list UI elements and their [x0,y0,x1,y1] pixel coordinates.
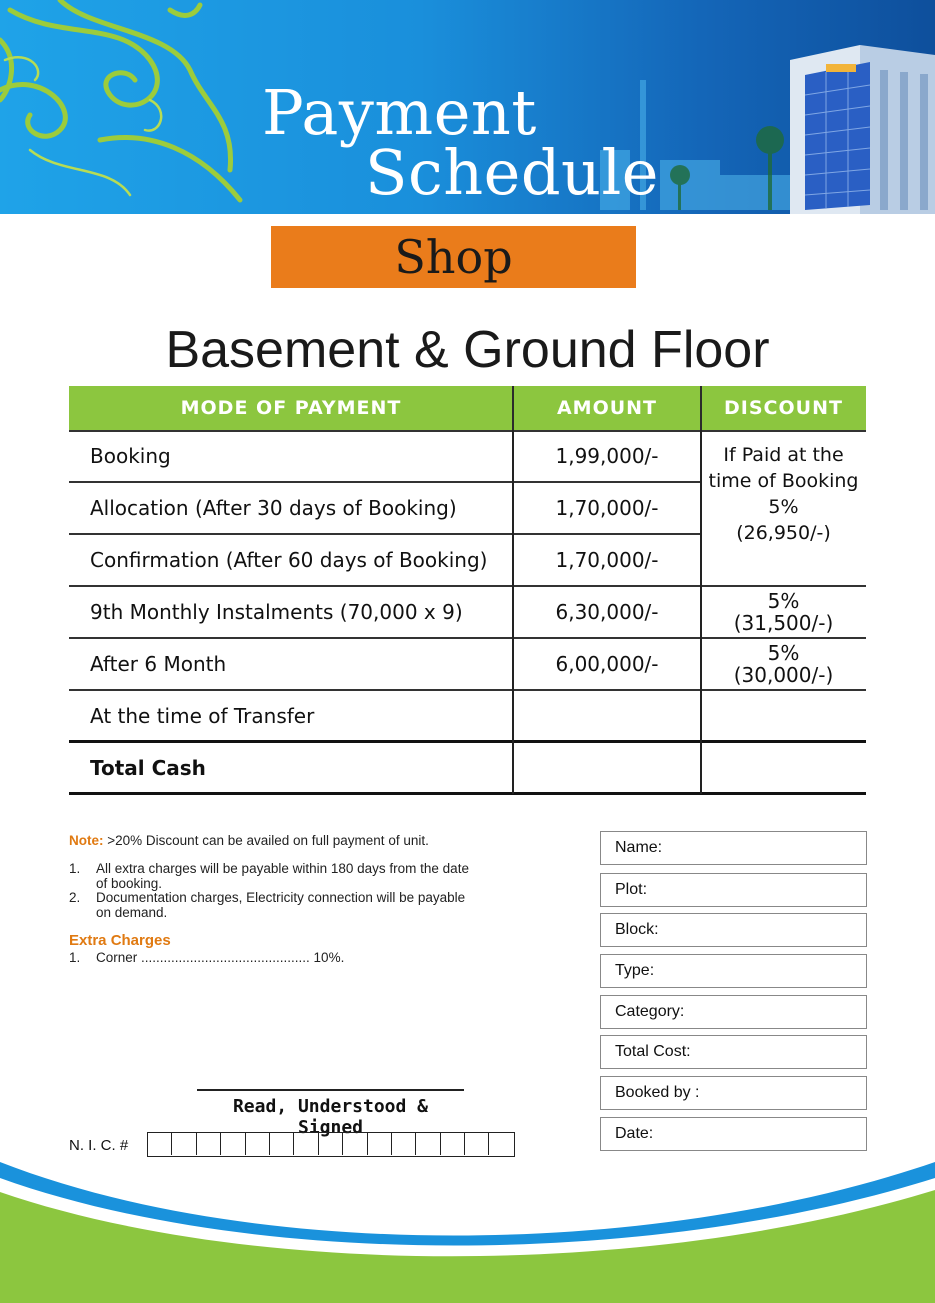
booked-by-field[interactable] [600,1076,867,1110]
column-divider [700,386,702,430]
nic-label: N. I. C. # [69,1137,129,1154]
amount-cell: 1,99,000/- [555,444,659,468]
discount-text: time of Booking [708,470,859,492]
note-text: >20% Discount can be availed on full payment of unit. [107,833,429,848]
list-text: of booking. [96,875,163,891]
amount-cell: 1,70,000/- [555,496,659,520]
field-label: Block: [615,921,659,938]
field-label: Plot: [615,881,648,898]
table-row [69,690,866,742]
block-field[interactable] [600,913,867,947]
list-text: Documentation charges, Electricity connection will be payable [96,890,466,905]
list-text: Corner ............................................. 10%. [96,950,345,965]
field-label: Category: [615,1003,685,1020]
building-image [790,45,935,214]
mode-cell: Booking [90,444,171,468]
field-label: Name: [615,839,663,856]
signature-label: Read, Understood & Signed [232,1096,429,1138]
discount-text: 5% [767,589,800,613]
amount-cell [513,742,701,794]
signature-line[interactable] [197,1089,464,1091]
vine-swirl-icon [0,0,240,200]
column-divider [512,386,514,430]
mode-cell: After 6 Month [90,652,227,676]
field-label: Booked by : [615,1084,700,1101]
total-cash-cell: Total Cash [90,756,206,780]
category-label: Shop [394,230,513,284]
total-cost-field[interactable] [600,1035,867,1069]
name-field[interactable] [600,831,867,865]
list-text: All extra charges will be payable within 180 days from the date [96,861,469,876]
field-label: Type: [615,962,655,979]
field-label: Total Cost: [615,1043,691,1060]
payment-table [69,386,866,796]
list-number: 2. [69,890,81,905]
floor-title: Basement & Ground Floor [165,321,770,379]
date-field[interactable] [600,1117,867,1151]
field-label: Date: [615,1125,654,1142]
list-number: 1. [69,950,81,965]
page-title-line1: Payment [262,76,537,149]
header-amount: AMOUNT [556,397,658,419]
list-item [69,891,499,920]
plot-field[interactable] [600,873,867,907]
category-banner [271,226,636,288]
amount-cell: 6,30,000/- [555,600,659,624]
footer-wave [0,1150,935,1303]
mode-cell: 9th Monthly Instalments (70,000 x 9) [90,600,463,624]
discount-text: (31,500/-) [733,611,834,635]
discount-text: If Paid at the [723,444,844,466]
page-title-line2: Schedule [365,136,659,209]
monthly-discount-cell [701,590,866,634]
mode-cell: Allocation (After 30 days of Booking) [90,496,457,520]
header-discount: DISCOUNT [724,397,843,419]
note-label: Note: [69,833,104,848]
list-number: 1. [69,861,81,876]
list-item [69,862,499,891]
type-field[interactable] [600,954,867,988]
note [69,833,499,848]
amount-cell: 1,70,000/- [555,548,659,572]
discount-text: (30,000/-) [733,663,834,687]
after6-discount-cell [701,642,866,686]
booking-discount-cell [701,442,866,546]
list-item [69,949,499,967]
table-row [69,742,866,794]
amount-cell [513,690,701,742]
amount-cell: 6,00,000/- [555,652,659,676]
table-body [69,430,866,796]
discount-text: 5% [767,641,800,665]
header-banner [0,0,935,214]
category-field[interactable] [600,995,867,1029]
extra-charges-title: Extra Charges [69,932,171,949]
list-text: on demand. [96,904,168,920]
table-header [69,386,866,430]
header-mode-of-payment: MODE OF PAYMENT [180,397,402,419]
discount-text: (26,950/-) [736,522,831,544]
discount-text: 5% [768,496,799,518]
mode-cell: At the time of Transfer [90,704,315,728]
notes-section [69,833,499,967]
mode-cell: Confirmation (After 60 days of Booking) [90,548,488,572]
